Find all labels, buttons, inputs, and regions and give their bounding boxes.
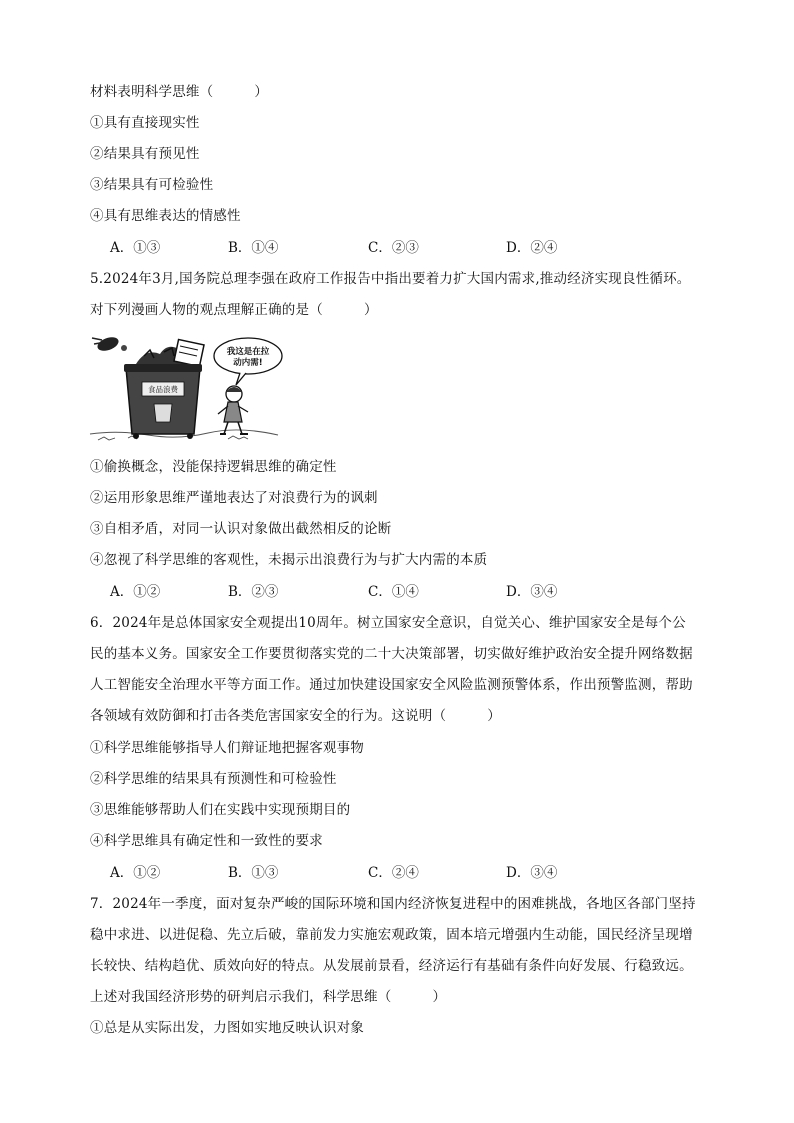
cartoon-person-icon	[218, 386, 248, 434]
q7-stem-line-1: 7．2024年一季度，面对复杂严峻的国际环境和国内经济恢复进程中的困难挑战，各地区各部门坚持	[90, 896, 696, 912]
q5-item-2: ②运用形象思维严谨地表达了对浪费行为的讽刺	[90, 490, 378, 506]
q5-item-1: ①偷换概念，没能保持逻辑思维的确定性	[90, 459, 337, 475]
q6-stem-line-3: 人工智能安全治理水平等方面工作。通过加快建设国家安全风险监测预警体系，作出预警监测，帮助	[90, 677, 693, 693]
flying-food-icon	[92, 335, 127, 354]
q7-item-1: ①总是从实际出发，力图如实地反映认识对象	[90, 1020, 364, 1036]
q5-option-a[interactable]: A．①②	[110, 584, 161, 600]
bubble-line-1: 我这是在拉	[226, 347, 270, 357]
trash-bin-icon	[124, 340, 204, 439]
q6-item-4: ④科学思维具有确定性和一致性的要求	[90, 833, 323, 849]
q4-item-4: ④具有思维表达的情感性	[90, 208, 241, 224]
q4-item-3: ③结果具有可检验性	[90, 177, 214, 193]
q5-item-3: ③自相矛盾，对同一认识对象做出截然相反的论断	[90, 521, 392, 537]
q5-stem-line-2: 对下列漫画人物的观点理解正确的是（ ）	[90, 302, 378, 318]
q4-option-b[interactable]: B．①④	[228, 240, 279, 256]
q6-option-d[interactable]: D．③④	[506, 865, 558, 881]
q4-item-2: ②结果具有预见性	[90, 146, 200, 162]
q4-option-d[interactable]: D．②④	[506, 240, 558, 256]
q4-item-1: ①具有直接现实性	[90, 115, 200, 131]
q5-item-4: ④忽视了科学思维的客观性，未揭示出浪费行为与扩大内需的本质	[90, 552, 488, 568]
q6-item-2: ②科学思维的结果具有预测性和可检验性	[90, 771, 337, 787]
bin-label: 食品浪费	[148, 385, 178, 394]
q6-option-b[interactable]: B．①③	[228, 865, 279, 881]
q7-stem-line-4: 上述对我国经济形势的研判启示我们，科学思维（ ）	[90, 989, 447, 1005]
q7-stem-line-3: 长较快、结构趋优、质效向好的特点。从发展前景看，经济运行有基础有条件向好发展、行稳致远。	[90, 958, 693, 974]
q7-stem-line-2: 稳中求进、以进促稳、先立后破，靠前发力实施宏观政策，固本培元增强内生动能，国民经济呈现增	[90, 927, 693, 943]
q5-option-c[interactable]: C．①④	[368, 584, 419, 600]
q4-stem: 材料表明科学思维（ ）	[90, 84, 269, 100]
q6-item-1: ①科学思维能够指导人们辩证地把握客观事物	[90, 740, 364, 756]
q6-item-3: ③思维能够帮助人们在实践中实现预期目的	[90, 802, 351, 818]
q6-stem-line-4: 各领域有效防御和打击各类危害国家安全的行为。这说明（ ）	[90, 708, 501, 724]
q4-option-a[interactable]: A．①③	[110, 240, 161, 256]
q5-option-d[interactable]: D．③④	[506, 584, 558, 600]
q6-stem-line-2: 民的基本义务。国家安全工作要贯彻落实党的二十大决策部署，切实做好维护政治安全提升网络数据	[90, 646, 693, 662]
q6-option-c[interactable]: C．②④	[368, 865, 419, 881]
q5-option-b[interactable]: B．②③	[228, 584, 279, 600]
speech-bubble	[214, 338, 282, 385]
q6-stem-line-1: 6．2024年是总体国家安全观提出10周年。树立国家安全意识，自觉关心、维护国家安全是每个公	[90, 615, 686, 631]
bubble-line-2: 动内需!	[233, 358, 263, 368]
q4-option-c[interactable]: C．②③	[368, 240, 419, 256]
q6-option-a[interactable]: A．①②	[110, 865, 161, 881]
cartoon-image	[88, 334, 284, 446]
q5-stem-line-1: 5.2024年3月,国务院总理李强在政府工作报告中指出要着力扩大国内需求,推动经济实现良性循环。	[90, 271, 691, 287]
